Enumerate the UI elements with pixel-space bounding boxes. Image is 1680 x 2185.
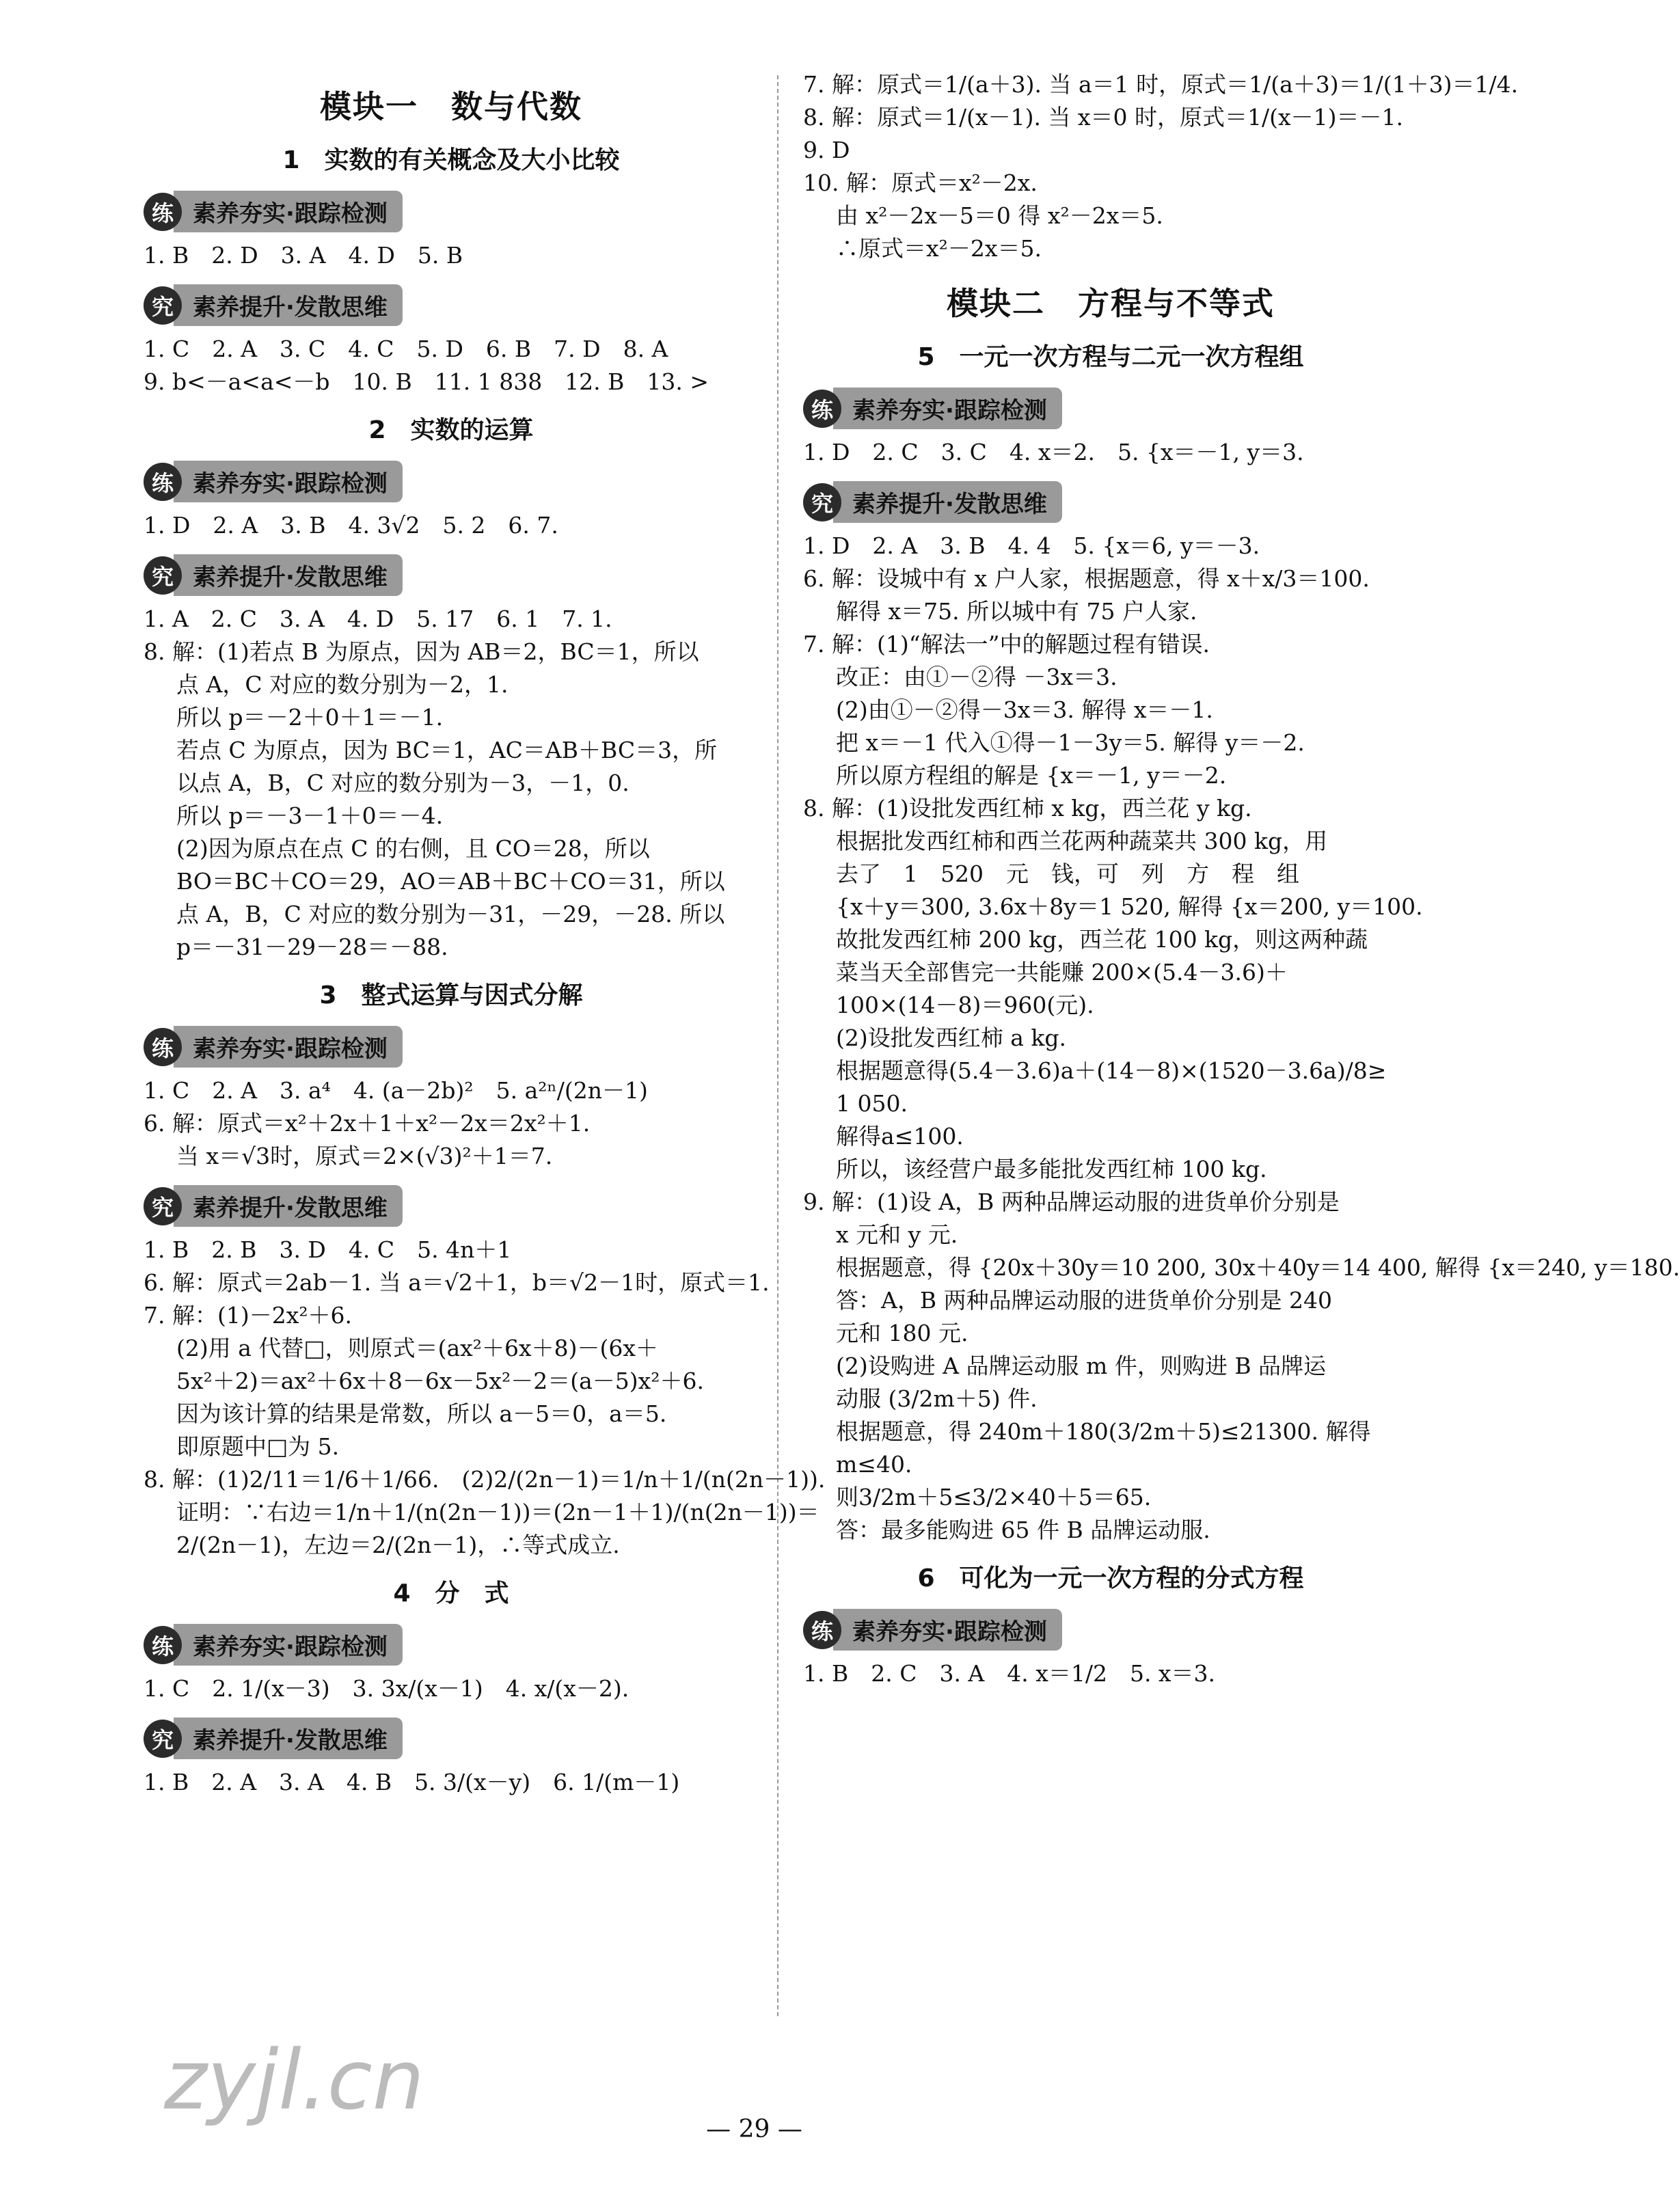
answer-line: 所以，该经营户最多能批发西红柿 100 kg.: [836, 1156, 1267, 1182]
section1-title: 1 实数的有关概念及大小比较: [282, 146, 620, 174]
answer-line: 所以 p＝－2＋0＋1＝－1.: [176, 704, 444, 731]
practice-label: 素养夯实·跟踪检测: [174, 1026, 403, 1068]
s4-explore-answers: [144, 1766, 759, 1799]
answer-line: 9. b<－a<a<－b 10. B 11. 1 838 12. B 13. >: [144, 368, 709, 395]
answer-line: 菜当天全部售完一共能赚 200×(5.4－3.6)＋: [836, 959, 1288, 986]
answer-line: 解得 x＝75. 所以城中有 75 户人家.: [836, 598, 1197, 625]
watermark-logo: zyjl.cn: [164, 2033, 424, 2128]
answer-line: ∴原式＝x²－2x＝5.: [836, 235, 1042, 262]
explore-tag: [144, 1185, 759, 1227]
explore-tag: [144, 284, 759, 326]
answer-line: 根据题意得(5.4－3.6)a＋(14－8)×(1520－3.6a)/8≥: [836, 1057, 1387, 1084]
practice-label: 素养夯实·跟踪检测: [174, 461, 403, 502]
answer-line: 100×(14－8)＝960(元).: [836, 992, 1094, 1018]
left-column: [144, 68, 826, 1799]
answer-line: 则3/2m＋5≤3/2×40＋5＝65.: [836, 1484, 1152, 1510]
answer-line: 点 A，B，C 对应的数分别为－31，－29，－28. 所以: [176, 901, 725, 927]
answer-line: 6. 解：原式＝x²＋2x＋1＋x²－2x＝2x²＋1.: [144, 1110, 591, 1137]
answer-line: 所以原方程组的解是 {x＝－1, y＝－2.: [836, 762, 1227, 789]
explore-badge-icon: 究: [144, 556, 182, 595]
explore-badge-icon: 究: [144, 1720, 182, 1758]
s2-explore-answers: [144, 603, 759, 964]
practice-label: 素养夯实·跟踪检测: [174, 1624, 403, 1666]
answer-line: 8. 解：原式＝1/(x－1). 当 x＝0 时，原式＝1/(x－1)＝－1.: [803, 104, 1403, 131]
answer-line: 9. D: [803, 137, 850, 163]
answer-line: 7. 解：(1)－2x²＋6.: [144, 1302, 353, 1329]
answer-line: BO＝BC＋CO＝29，AO＝AB＋BC＋CO＝31，所以: [176, 868, 725, 895]
answer-line: 1. B 2. C 3. A 4. x＝1/2 5. x＝3.: [803, 1660, 1216, 1687]
explore-tag: [144, 1718, 759, 1759]
answer-line: (2)因为原点在点 C 的右侧，且 CO＝28，所以: [176, 835, 650, 862]
answer-line: 答：A，B 两种品牌运动服的进货单价分别是 240: [836, 1287, 1333, 1314]
explore-tag: [144, 554, 759, 596]
answer-line: 以点 A，B，C 对应的数分别为－3，－1，0.: [176, 770, 629, 796]
s2-practice-answers: [144, 509, 759, 542]
answer-line: (2)设批发西红柿 a kg.: [836, 1024, 1067, 1051]
answer-line: 即原题中□为 5.: [176, 1433, 340, 1460]
answer-line: 8. 解：(1)设批发西红柿 x kg，西兰花 y kg.: [803, 795, 1252, 822]
s5-explore-answers: [803, 530, 1680, 1547]
answer-line: 7. 解：原式＝1/(a＋3). 当 a＝1 时，原式＝1/(a＋3)＝1/(1＋3)＝1/4.: [803, 71, 1519, 98]
answer-line: 1. C 2. A 3. a⁴ 4. (a－2b)² 5. a²ⁿ/(2n－1): [144, 1077, 648, 1104]
section5-title: 5 一元一次方程与二元一次方程组: [917, 343, 1304, 371]
answer-line: 6. 解：原式＝2ab－1. 当 a＝√2＋1，b＝√2－1时，原式＝1.: [144, 1269, 770, 1296]
practice-tag: [803, 388, 1418, 429]
practice-tag: [144, 1624, 759, 1666]
answer-line: 10. 解：原式＝x²－2x.: [803, 169, 1038, 196]
answer-line: 所以 p＝－3－1＋0＝－4.: [176, 802, 444, 829]
practice-tag: [144, 461, 759, 502]
column-divider: [777, 75, 778, 2016]
explore-label: 素养提升·发散思维: [833, 481, 1062, 523]
section6-title: 6 可化为一元一次方程的分式方程: [917, 1564, 1304, 1592]
answer-line: 去了 1 520 元 钱，可 列 方 程 组: [836, 860, 1299, 887]
s3-explore-answers: [144, 1234, 826, 1562]
answer-line: 解得a≤100.: [836, 1123, 964, 1150]
s5-practice-answers: [803, 436, 1418, 469]
practice-tag: [803, 1609, 1418, 1651]
answer-line: 1. B 2. D 3. A 4. D 5. B: [144, 242, 463, 269]
answer-line: m≤40.: [836, 1451, 912, 1478]
s1-explore-answers: [144, 333, 759, 398]
practice-tag: [144, 191, 759, 232]
answer-line: 由 x²－2x－5＝0 得 x²－2x＝5.: [836, 202, 1163, 229]
practice-label: 素养夯实·跟踪检测: [833, 388, 1062, 429]
explore-badge-icon: 究: [144, 286, 182, 325]
practice-label: 素养夯实·跟踪检测: [174, 191, 403, 232]
answer-line: 1. C 2. 1/(x－3) 3. 3x/(x－1) 4. x/(x－2).: [144, 1675, 629, 1702]
s4-continued-answers: [803, 68, 1519, 265]
answer-line: 8. 解：(1)2/11＝1/6＋1/66. (2)2/(2n－1)＝1/n＋1/(n(2n－1)).: [144, 1466, 826, 1493]
answer-line: p＝－31－29－28＝－88.: [176, 934, 448, 960]
answer-line: 把 x＝－1 代入①得－1－3y＝5. 解得 y＝－2.: [836, 729, 1305, 756]
answer-line: 因为该计算的结果是常数，所以 a－5＝0，a＝5.: [176, 1400, 667, 1427]
answer-line: 元和 180 元.: [836, 1320, 968, 1346]
answer-line: x 元和 y 元.: [836, 1221, 958, 1248]
answer-line: 若点 C 为原点，因为 BC＝1，AC＝AB＋BC＝3，所: [176, 737, 718, 763]
explore-tag: [803, 481, 1418, 523]
section2-title: 2 实数的运算: [368, 416, 534, 444]
answer-line: 1. D 2. A 3. B 4. 3√2 5. 2 6. 7.: [144, 512, 558, 539]
explore-label: 素养提升·发散思维: [174, 554, 403, 596]
answer-line: 9. 解：(1)设 A，B 两种品牌运动服的进货单价分别是: [803, 1189, 1340, 1215]
answer-line: 点 A，C 对应的数分别为－2，1.: [176, 671, 509, 698]
page-number: — 29 —: [706, 2115, 802, 2143]
right-column: [803, 68, 1680, 1690]
answer-line: (2)用 a 代替□，则原式＝(ax²＋6x＋8)－(6x＋: [176, 1335, 658, 1361]
practice-label: 素养夯实·跟踪检测: [833, 1609, 1062, 1651]
answer-line: 6. 解：设城中有 x 户人家，根据题意，得 x＋x/3＝100.: [803, 565, 1370, 592]
answer-line: 答：最多能购进 65 件 B 品牌运动服.: [836, 1517, 1210, 1543]
s6-practice-answers: [803, 1657, 1418, 1690]
practice-badge-icon: 练: [144, 193, 182, 231]
module2-title: 模块二 方程与不等式: [947, 285, 1275, 322]
s1-practice-answers: [144, 239, 759, 272]
answer-line: 1. B 2. B 3. D 4. C 5. 4n＋1: [144, 1236, 512, 1263]
answer-line: 改正：由①－②得 －3x＝3.: [836, 664, 1117, 690]
practice-badge-icon: 练: [803, 390, 841, 428]
answer-line: 1. C 2. A 3. C 4. C 5. D 6. B 7. D 8. A: [144, 336, 668, 362]
section4-title: 4 分 式: [393, 1579, 509, 1607]
section3-title: 3 整式运算与因式分解: [319, 981, 583, 1009]
explore-label: 素养提升·发散思维: [174, 1718, 403, 1759]
answer-line: 根据题意，得 {20x＋30y＝10 200, 30x＋40y＝14 400, 解得 {x＝240, y＝180.: [836, 1254, 1680, 1281]
practice-badge-icon: 练: [803, 1611, 841, 1649]
explore-label: 素养提升·发散思维: [174, 284, 403, 326]
answer-line: 7. 解：(1)“解法一”中的解题过程有错误.: [803, 631, 1210, 657]
answer-line: {x＋y＝300, 3.6x＋8y＝1 520, 解得 {x＝200, y＝100.: [836, 893, 1423, 920]
answer-line: 8. 解：(1)若点 B 为原点，因为 AB＝2，BC＝1，所以: [144, 638, 699, 665]
answer-line: (2)设购进 A 品牌运动服 m 件，则购进 B 品牌运: [836, 1353, 1327, 1379]
s3-practice-answers: [144, 1074, 759, 1173]
answer-line: 根据批发西红柿和西兰花两种蔬菜共 300 kg，用: [836, 828, 1328, 854]
answer-line: 1. A 2. C 3. A 4. D 5. 17 6. 1 7. 1.: [144, 606, 612, 632]
answer-line: 2/(2n－1)，左边＝2/(2n－1)，∴等式成立.: [176, 1532, 620, 1558]
explore-label: 素养提升·发散思维: [174, 1185, 403, 1227]
practice-badge-icon: 练: [144, 463, 182, 501]
practice-badge-icon: 练: [144, 1626, 182, 1664]
answer-line: 根据题意，得 240m＋180(3/2m＋5)≤21300. 解得: [836, 1418, 1371, 1445]
answer-line: 5x²＋2)＝ax²＋6x＋8－6x－5x²－2＝(a－5)x²＋6.: [176, 1368, 705, 1394]
answer-line: 当 x＝√3时，原式＝2×(√3)²＋1＝7.: [176, 1143, 553, 1169]
explore-badge-icon: 究: [144, 1187, 182, 1225]
explore-badge-icon: 究: [803, 483, 841, 521]
answer-line: 1 050.: [836, 1090, 908, 1117]
module1-title: 模块一 数与代数: [320, 88, 582, 125]
answer-line: 证明：∵右边＝1/n＋1/(n(2n－1))＝(2n－1＋1)/(n(2n－1))＝: [176, 1499, 819, 1525]
answer-line: 1. D 2. A 3. B 4. 4 5. {x＝6, y＝－3.: [803, 532, 1260, 559]
practice-badge-icon: 练: [144, 1028, 182, 1066]
answer-line: 故批发西红柿 200 kg，西兰花 100 kg，则这两种蔬: [836, 926, 1368, 953]
s4-practice-answers: [144, 1672, 759, 1705]
practice-tag: [144, 1026, 759, 1068]
answer-line: 1. B 2. A 3. A 4. B 5. 3/(x－y) 6. 1/(m－1): [144, 1769, 680, 1795]
answer-line: (2)由①－②得－3x＝3. 解得 x＝－1.: [836, 696, 1213, 723]
answer-line: 1. D 2. C 3. C 4. x＝2. 5. {x＝－1, y＝3.: [803, 439, 1304, 465]
answer-line: 动服 (3/2m＋5) 件.: [836, 1385, 1038, 1412]
